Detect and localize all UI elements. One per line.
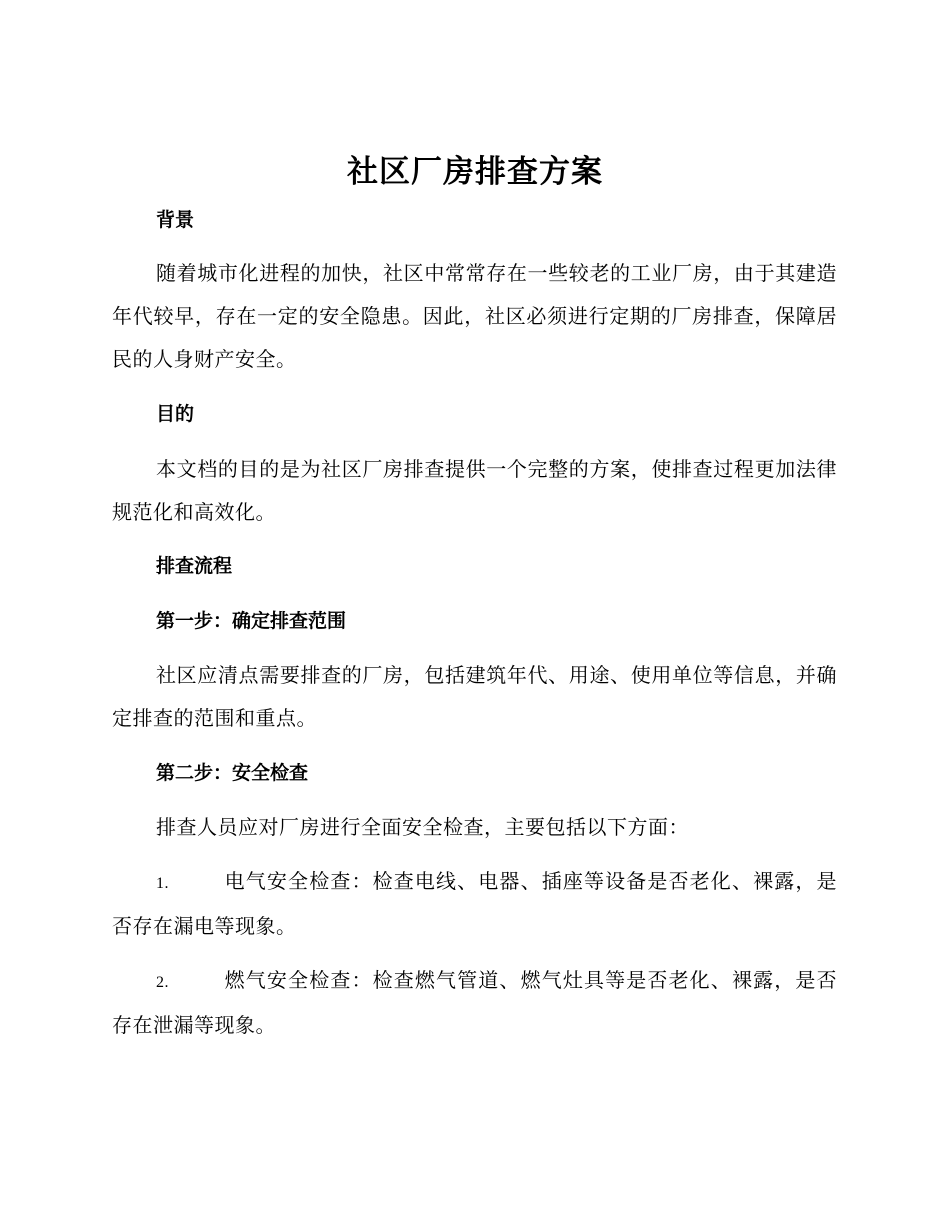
list-item-number: 2. (156, 974, 169, 991)
step1-heading: 第一步：确定排查范围 (156, 610, 347, 632)
list-item-text: 燃气安全检查：检查燃气管道、燃气灶具等是否老化、裸露，是否存在泄漏等现象。 (112, 968, 837, 1037)
paragraph-purpose: 本文档的目的是为社区厂房排查提供一个完整的方案，使排查过程更加法律规范化和高效化。 (112, 457, 837, 524)
list-item-number: 1. (156, 875, 169, 892)
document-title: 社区厂房排查方案 (347, 154, 603, 190)
paragraph-step2-intro: 排查人员应对厂房进行全面安全检查，主要包括以下方面： (156, 815, 689, 839)
paragraph-background: 随着城市化进程的加快，社区中常常存在一些较老的工业厂房，由于其建造年代较早，存在一定的安全隐患。因此，社区必须进行定期的厂房排查，保障居民的人身财产安全。 (112, 261, 837, 371)
section-heading-process: 排查流程 (156, 555, 233, 577)
section-heading-background: 背景 (156, 209, 195, 231)
step2-heading: 第二步：安全检查 (156, 762, 309, 784)
paragraph-step1: 社区应清点需要排查的厂房，包括建筑年代、用途、使用单位等信息，并确定排查的范围和重点。 (112, 663, 837, 730)
list-item-text: 电气安全检查：检查电线、电器、插座等设备是否老化、裸露，是否存在漏电等现象。 (112, 869, 837, 938)
list-item (112, 860, 837, 948)
section-heading-purpose: 目的 (156, 403, 195, 425)
list-item (112, 959, 837, 1047)
